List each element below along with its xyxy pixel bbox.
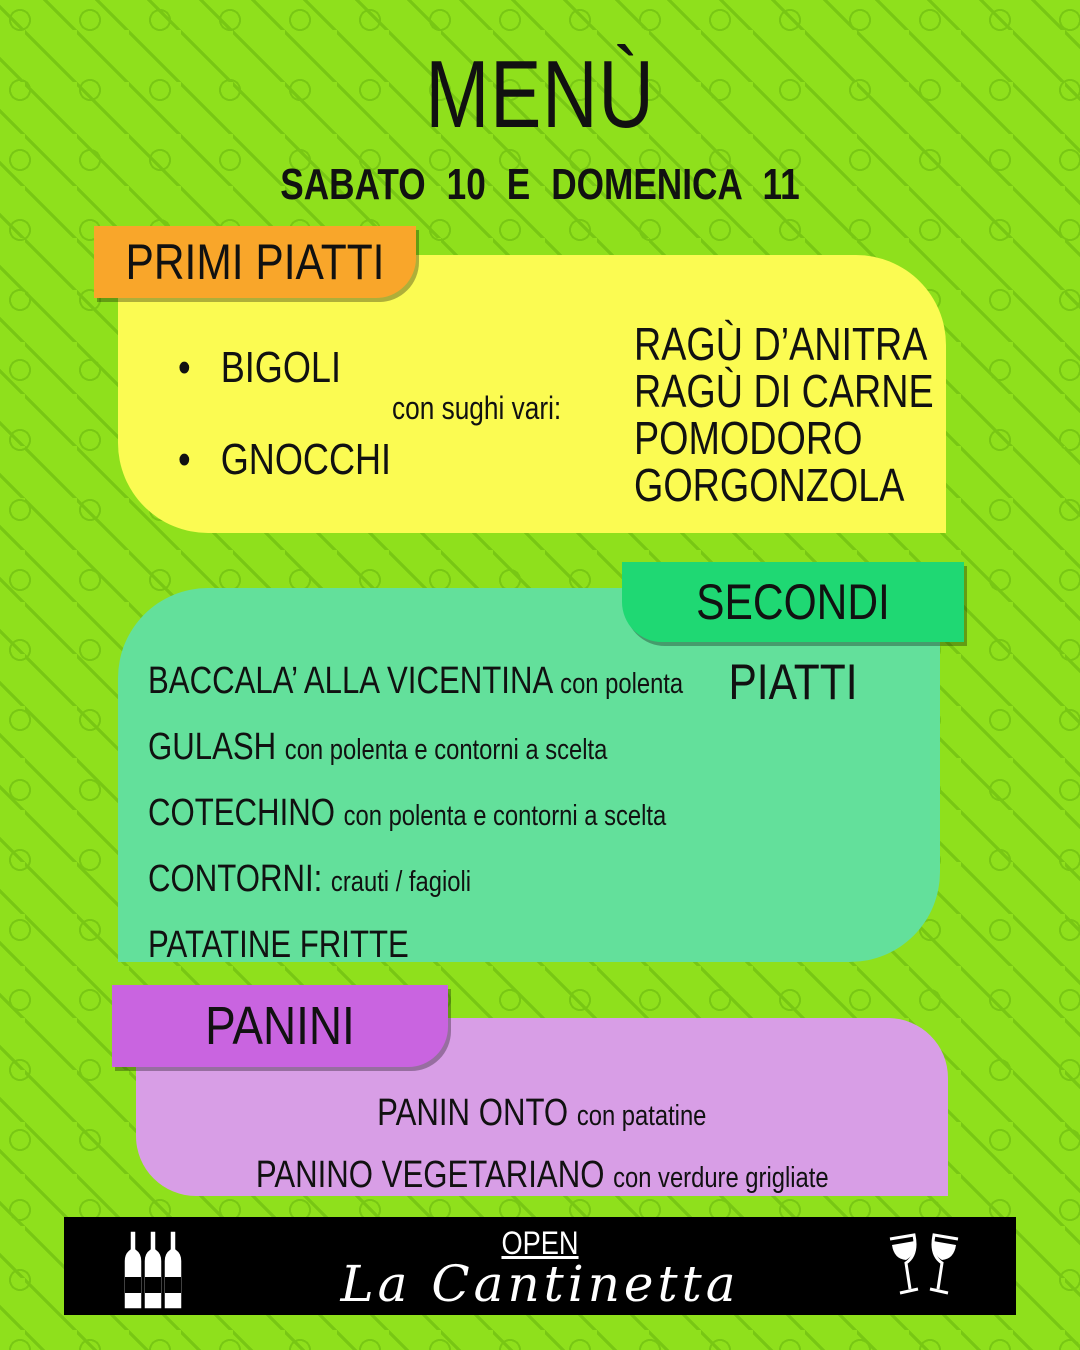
secondi-item-name: BACCALA’ ALLA VICENTINA [148, 660, 552, 702]
primi-item-bigoli: • BIGOLI [178, 343, 342, 392]
footer-bar [64, 1217, 1016, 1315]
panini-list [136, 1086, 948, 1210]
secondi-tab-label: SECONDI PIATTI [696, 574, 890, 710]
primi-item-label: BIGOLI [220, 343, 342, 392]
panini-item-name: PANIN ONTO [377, 1092, 569, 1134]
wine-glasses-toast-icon [884, 1229, 964, 1309]
primi-tab-label: PRIMI PIATTI [125, 234, 385, 290]
panini-item-detail: con verdure grigliate [612, 1162, 829, 1194]
panini-item-name: PANINO VEGETARIANO [255, 1154, 605, 1196]
secondi-item [148, 782, 683, 848]
sauce-item: RAGÙ DI CARNE [634, 365, 934, 417]
primi-sauce-list [634, 318, 999, 511]
secondi-item [148, 848, 683, 914]
sauce-item: POMODORO [634, 412, 863, 464]
secondi-item [148, 716, 683, 782]
primi-connector: con sughi vari: [392, 390, 562, 426]
secondi-item-detail: con polenta e contorni a scelta [343, 800, 667, 832]
sauce-item: RAGÙ D’ANITRA [634, 318, 928, 370]
secondi-item-detail: crauti / fagioli [330, 866, 472, 898]
menu-title: MENÙ [425, 41, 655, 148]
panini-tab-label: PANINI [205, 996, 355, 1056]
secondi-item-name: COTECHINO [148, 792, 335, 834]
panini-item [136, 1086, 948, 1148]
secondi-item-detail: con polenta [560, 668, 684, 700]
primi-item-label: GNOCCHI [220, 435, 392, 484]
secondi-item-detail: con polenta e contorni a scelta [284, 734, 608, 766]
panini-tab [112, 985, 448, 1067]
panini-item [136, 1148, 948, 1210]
brand-name: La Cantinetta [340, 1255, 740, 1313]
secondi-item-name: CONTORNI: [148, 858, 323, 900]
panini-item-detail: con patatine [577, 1100, 707, 1132]
secondi-item-name: GULASH [148, 726, 277, 768]
secondi-item [148, 914, 683, 980]
sauce-item: GORGONZOLA [634, 459, 905, 511]
secondi-item-name: PATATINE FRITTE [148, 924, 409, 966]
primi-tab [94, 226, 416, 298]
primi-item-gnocchi: • GNOCCHI [178, 435, 392, 484]
open-label: OPEN [501, 1225, 579, 1261]
menu-dates: SABATO 10 E DOMENICA 11 [280, 160, 800, 209]
secondi-item [148, 650, 683, 716]
